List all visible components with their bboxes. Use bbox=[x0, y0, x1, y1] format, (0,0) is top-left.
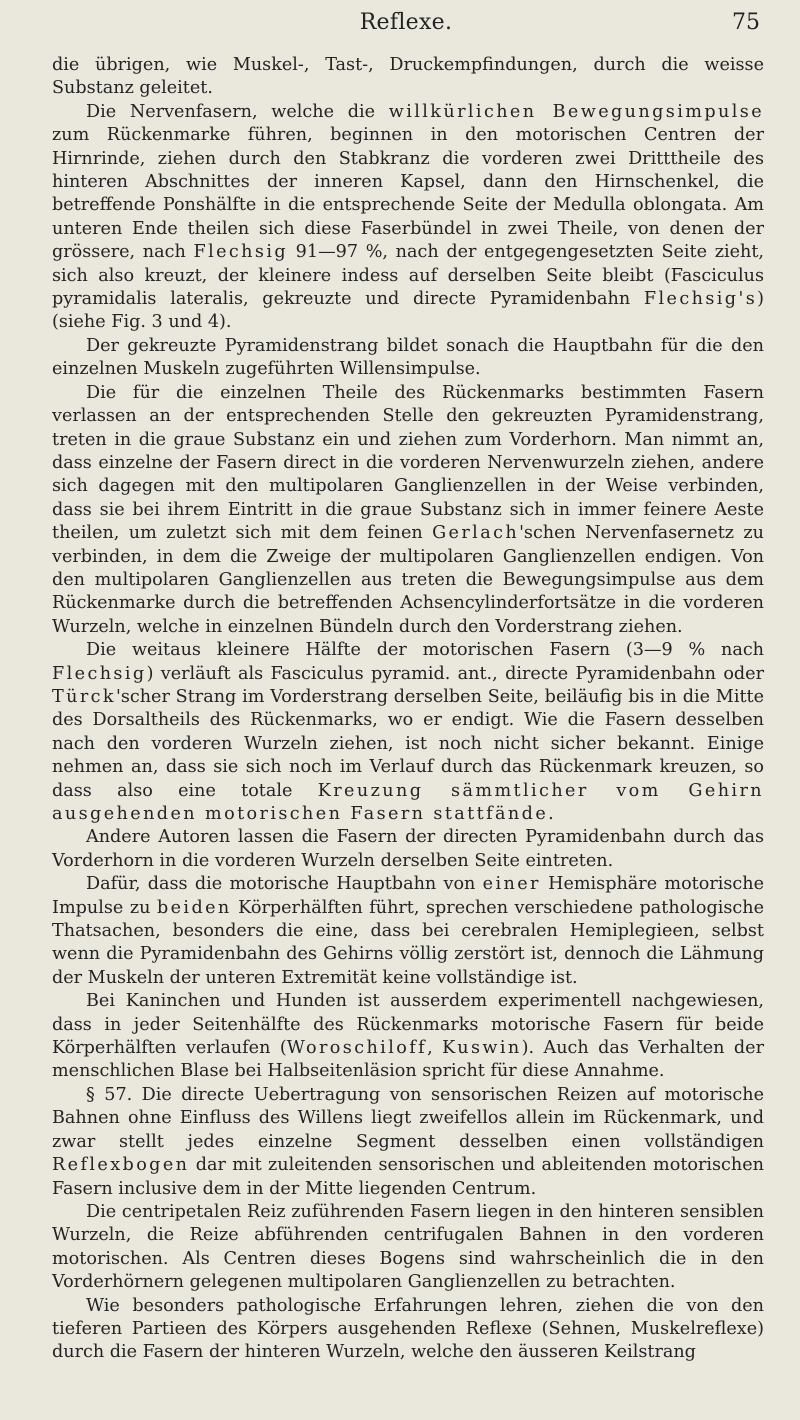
paragraph bbox=[52, 335, 764, 382]
text-run: Die Nervenfasern, welche die bbox=[86, 101, 389, 122]
paragraph bbox=[52, 1201, 764, 1295]
spaced-emphasis-text: beiden bbox=[156, 897, 232, 918]
text-run: Wie besonders pathologische Erfahrungen lehren, ziehen die von den tieferen Partieen des Körpers ausgehenden Reflexe (Sehnen, Muskelreflexe) durch die Fasern der hinteren Wurzeln, welche den äusseren Keilstrang bbox=[52, 1295, 764, 1363]
spaced-emphasis-text: Türck bbox=[52, 686, 116, 707]
spaced-emphasis-text: Reflexbogen bbox=[52, 1155, 190, 1176]
text-run: Die centripetalen Reiz zuführenden Fasern liegen in den hinteren sensiblen Wurzeln, die Reize abführenden centrifugalen Bahnen in den vorderen motorischen. Als Centren dieses Bogens sind wahrscheinlich die in den Vorderhörnern gelegenen multipolaren Ganglienzellen zu betrachten. bbox=[52, 1201, 764, 1293]
paragraph bbox=[52, 873, 764, 990]
text-run: ) verläuft als Fasciculus pyramid. ant., directe Pyramidenbahn oder bbox=[146, 663, 764, 684]
text-run: 'scher Strang im Vorderstrang derselben Seite, beiläufig bis in die Mitte des Dorsaltheils des Rückenmarks, wo er endigt. Wie die Fasern desselben nach den vorderen Wurzeln ziehen, ist noch nicht sicher bekannt. Einige nehmen an, dass sie sich noch im Verlauf durch das Rückenmark kreuzen, so dass also eine totale bbox=[52, 686, 764, 801]
text-run: Andere Autoren lassen die Fasern der directen Pyramidenbahn durch das Vorderhorn in die vorderen Wurzeln derselben Seite eintreten. bbox=[52, 827, 764, 871]
spaced-emphasis-text: Kreuzung sämmtlicher vom Gehirn ausgehenden motorischen Fasern stattfände. bbox=[52, 780, 764, 824]
text-run: Die für die einzelnen Theile des Rückenmarks bestimmten Fasern verlassen an der entsprechenden Stelle den gekreuzten Pyramidenstrang, treten in die graue Substanz ein und ziehen zum Vorderhorn. Man nimmt an, dass einzelne der Fasern direct in die vorderen Nervenwurzeln ziehen, andere sich dagegen mit den multipolaren Ganglienzellen in der Weise verbinden, dass sie bei ihrem Eintritt in die graue Substanz sich in immer feinere Aeste theilen, um zuletzt sich mit dem feinen bbox=[52, 382, 764, 544]
text-run: Dafür, dass die motorische Hauptbahn von bbox=[86, 874, 483, 895]
paragraph bbox=[52, 54, 764, 101]
spaced-emphasis-text: Flechsig's bbox=[643, 289, 758, 310]
text-run: 91—97 %, nach der entgegengesetzten Seite zieht, sich also kreuzt, der kleinere indess auf derselben Seite bleibt (Fasciculus pyramidalis lateralis, gekreuzte und directe Pyramidenbahn bbox=[52, 242, 764, 310]
paragraph bbox=[52, 990, 764, 1084]
paragraph bbox=[52, 101, 764, 335]
spaced-emphasis-text: Gerlach bbox=[432, 523, 520, 544]
paragraph bbox=[52, 639, 764, 826]
text-run: § 57. Die directe Uebertragung von sensorischen Reizen auf motorische Bahnen ohne Einfluss des Willens liegt zweifellos allein im Rückenmark, und zwar stellt jedes einzelne Segment desselben einen vollständigen bbox=[52, 1084, 764, 1152]
text-run: 'schen Nervenfasernetz zu verbinden, in dem die Zweige der multipolaren Ganglienzellen endigen. Von den multipolaren Ganglienzellen aus treten die Bewegungsimpulse aus dem Rückenmarke durch die betreffenden Achsencylinderfortsätze in die vorderen Wurzeln, welche in einzelnen Bündeln durch den Vorderstrang ziehen. bbox=[52, 523, 764, 637]
running-head bbox=[52, 10, 760, 44]
text-run: Bei Kaninchen und Hunden ist ausserdem experimentell nachgewiesen, dass in jeder Seitenhälfte des Rückenmarks motorische Fasern für beide Körperhälften verlaufen ( bbox=[52, 991, 764, 1059]
page-number: 75 bbox=[732, 10, 760, 35]
spaced-emphasis-text: Kuswin bbox=[442, 1038, 522, 1059]
text-run: ) (siehe Fig. 3 und 4). bbox=[52, 289, 764, 333]
text-run: Hemisphäre motorische Impulse zu bbox=[52, 874, 764, 918]
text-run: ). Auch das Verhalten der menschlichen Blase bei Halbseitenläsion spricht für diese Annahme. bbox=[52, 1038, 764, 1082]
text-run: zum Rückenmarke führen, beginnen in den motorischen Centren der Hirnrinde, ziehen durch den Stabkranz die vorderen zwei Dritttheile des hinteren Abschnittes der inneren Kapsel, dann den Hirnschenkel, die betreffende Ponshälfte in die entsprechende Seite der Medulla oblongata. Am unteren Ende theilen sich diese Faserbündel in zwei Theile, von denen der grössere, nach bbox=[52, 125, 764, 263]
text-run: dar mit zuleitenden sensorischen und ableitenden motorischen Fasern inclusive dem in der Mitte liegenden Centrum. bbox=[52, 1155, 764, 1199]
paragraph bbox=[52, 1295, 764, 1365]
body-text bbox=[52, 54, 764, 1365]
spaced-emphasis-text: Woroschiloff bbox=[286, 1038, 428, 1059]
text-run: Die weitaus kleinere Hälfte der motorischen Fasern (3—9 % nach bbox=[86, 640, 764, 661]
spaced-emphasis-text: Flechsig bbox=[193, 242, 289, 263]
paragraph bbox=[52, 1084, 764, 1201]
paragraph bbox=[52, 382, 764, 639]
running-title: Reflexe. bbox=[359, 10, 453, 35]
spaced-emphasis-text: willkürlichen Bewegungsimpulse bbox=[388, 101, 765, 122]
spaced-emphasis-text: Flechsig bbox=[52, 663, 147, 684]
text-run: Körperhälften führt, sprechen verschiedene pathologische Thatsachen, besonders die eine, dass bei cerebralen Hemiplegieen, selbst wenn die Pyramidenbahn des Gehirns völlig zerstört ist, dennoch die Lähmung der Muskeln der unteren Extremität keine vollständige ist. bbox=[52, 897, 764, 988]
paragraph bbox=[52, 826, 764, 873]
text-run: Der gekreuzte Pyramidenstrang bildet sonach die Hauptbahn für die den einzelnen Muskeln zugeführten Willensimpulse. bbox=[52, 335, 764, 380]
text-run: die übrigen, wie Muskel-, Tast-, Druckempfindungen, durch die weisse Substanz geleitet. bbox=[52, 55, 764, 99]
spaced-emphasis-text: einer bbox=[482, 874, 541, 895]
text-run: , bbox=[427, 1038, 443, 1059]
